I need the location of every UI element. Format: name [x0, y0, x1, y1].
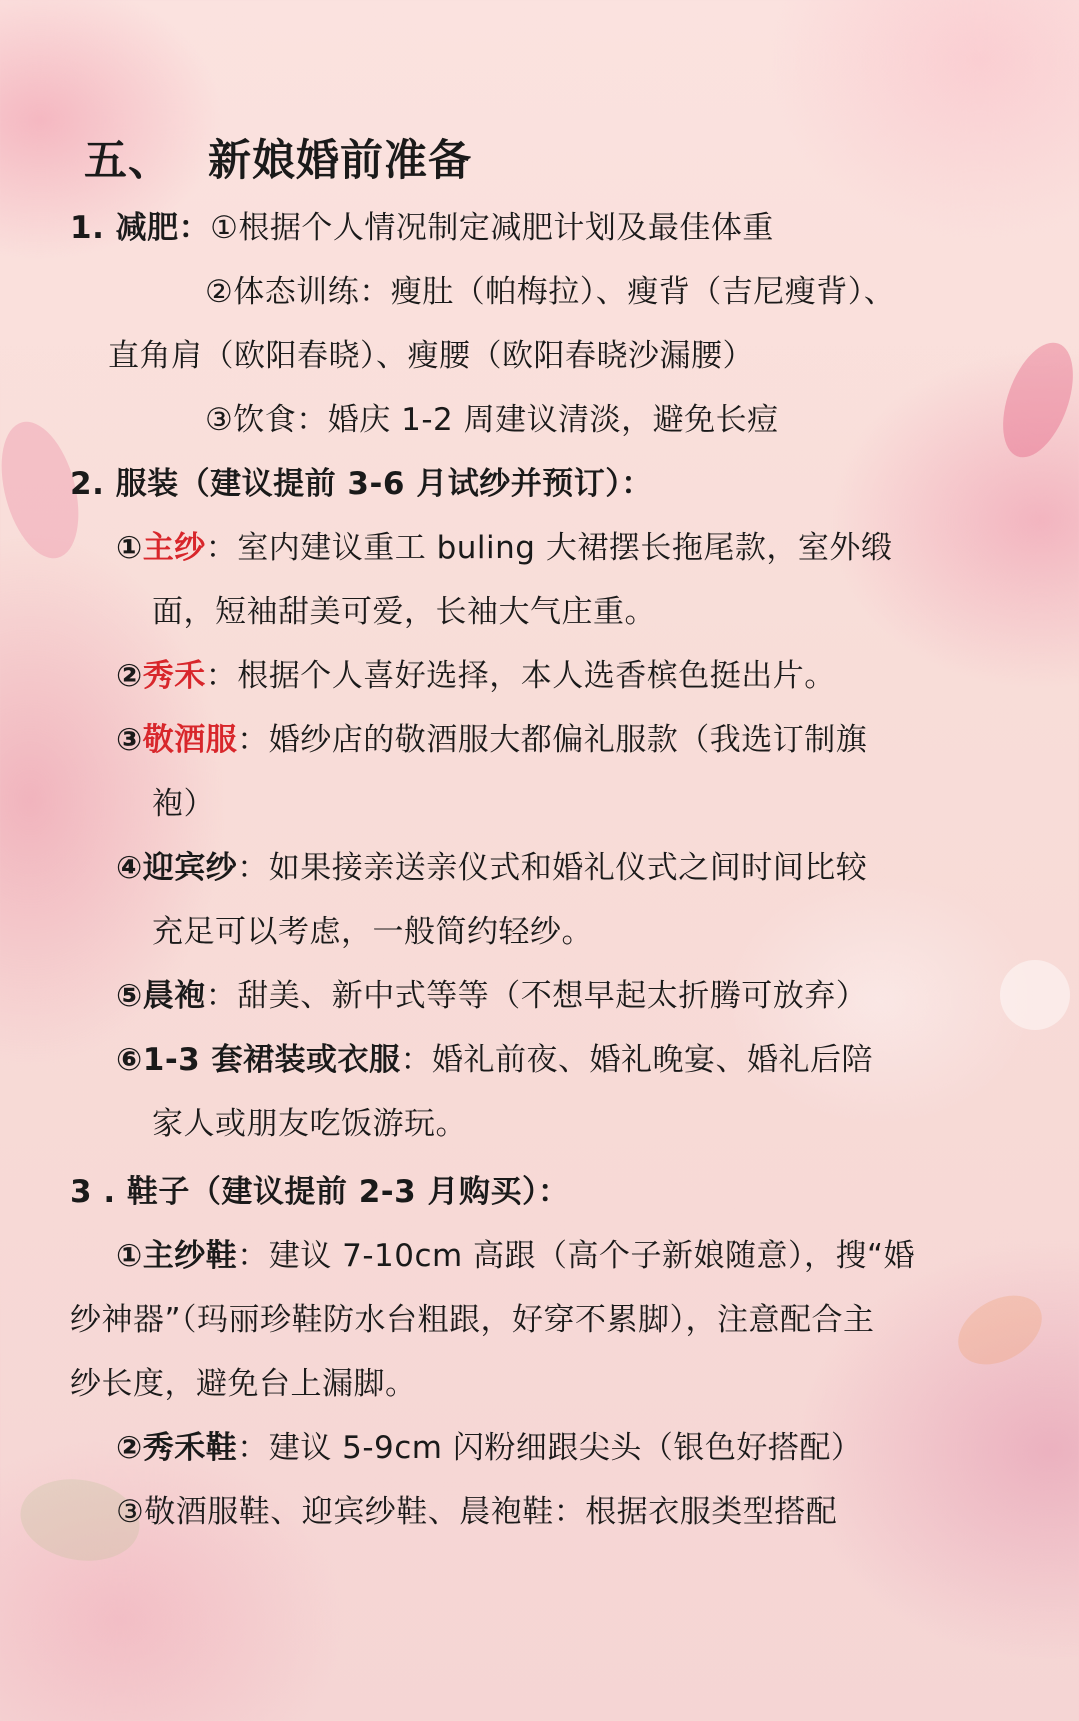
item-text: ：婚纱店的敬酒服大都偏礼服款（我选订制旗	[237, 722, 868, 758]
item-text: ：根据个人喜好选择，本人选香槟色挺出片。	[205, 658, 836, 694]
section-diet-label: 1. 减肥：	[70, 210, 211, 246]
item-text: ：建议 7-10cm 高跟（高个子新娘随意），搜“婚	[237, 1238, 916, 1274]
item-keyword: ①主纱鞋	[116, 1238, 238, 1274]
clothing-item-main-dress-cont: 面，短袖甜美可爱，长袖大气庄重。	[152, 594, 656, 630]
title-text: 新娘婚前准备	[208, 136, 472, 186]
clothing-item-outfits-cont: 家人或朋友吃饭游玩。	[152, 1106, 467, 1142]
clothing-item-toast-dress	[116, 720, 867, 760]
shoes-item-main-cont-1: 纱神器”（玛丽珍鞋防水台粗跟，好穿不累脚），注意配合主	[70, 1302, 875, 1338]
clothing-item-main-dress	[116, 528, 892, 568]
clothing-item-xiuhe	[116, 656, 836, 696]
item-keyword: 秀禾	[142, 658, 206, 694]
item-number: ②	[116, 658, 143, 694]
section-diet-line-2: ②体态训练：瘦肚（帕梅拉）、瘦背（吉尼瘦背）、	[205, 274, 896, 310]
shoes-item-xiuhe	[116, 1428, 862, 1468]
item-keyword: 敬酒服	[142, 722, 238, 758]
item-number: ③	[116, 722, 143, 758]
shoes-item-main	[116, 1236, 915, 1276]
section-clothing-heading: 2. 服装（建议提前 3-6 月试纱并预订）：	[70, 466, 653, 502]
section-diet-line-1	[70, 208, 774, 248]
clothing-item-outfits	[116, 1040, 873, 1080]
clothing-item-welcome-dress-cont: 充足可以考虑，一般简约轻纱。	[152, 914, 593, 950]
clothing-item-toast-dress-cont: 袍）	[152, 786, 215, 822]
item-number: ⑥	[116, 1042, 143, 1078]
section-diet-line-4: ③饮食：婚庆 1-2 周建议清淡，避免长痘	[205, 402, 779, 438]
item-text: ：室内建议重工 buling 大裙摆长拖尾款，室外缎	[205, 530, 893, 566]
title-number: 五、	[84, 136, 172, 186]
item-number: ⑤	[116, 978, 143, 1014]
item-keyword: 迎宾纱	[142, 850, 238, 886]
section-shoes-heading: 3 . 鞋子（建议提前 2-3 月购买）：	[70, 1174, 570, 1210]
item-text: ：甜美、新中式等等（不想早起太折腾可放弃）	[205, 978, 868, 1014]
shoes-item-main-cont-2: 纱长度，避免台上漏脚。	[70, 1366, 417, 1402]
item-keyword: 1-3 套裙装或衣服	[142, 1042, 401, 1078]
clothing-item-morning-robe	[116, 976, 867, 1016]
item-number: ④	[116, 850, 143, 886]
section-diet-text-1: ①根据个人情况制定减肥计划及最佳体重	[210, 210, 774, 246]
item-number: ①	[116, 530, 143, 566]
page-title	[84, 135, 472, 187]
item-text: ：如果接亲送亲仪式和婚礼仪式之间时间比较	[237, 850, 868, 886]
clothing-item-welcome-dress	[116, 848, 867, 888]
item-text: ：婚礼前夜、婚礼晚宴、婚礼后陪	[400, 1042, 874, 1078]
item-keyword: 晨袍	[142, 978, 206, 1014]
item-text: ：建议 5-9cm 闪粉细跟尖头（银色好搭配）	[237, 1430, 863, 1466]
item-keyword: 主纱	[142, 530, 206, 566]
section-diet-line-3: 直角肩（欧阳春晓）、瘦腰（欧阳春晓沙漏腰）	[108, 338, 754, 374]
item-keyword: ②秀禾鞋	[116, 1430, 238, 1466]
shoes-item-others: ③敬酒服鞋、迎宾纱鞋、晨袍鞋：根据衣服类型搭配	[116, 1494, 838, 1530]
